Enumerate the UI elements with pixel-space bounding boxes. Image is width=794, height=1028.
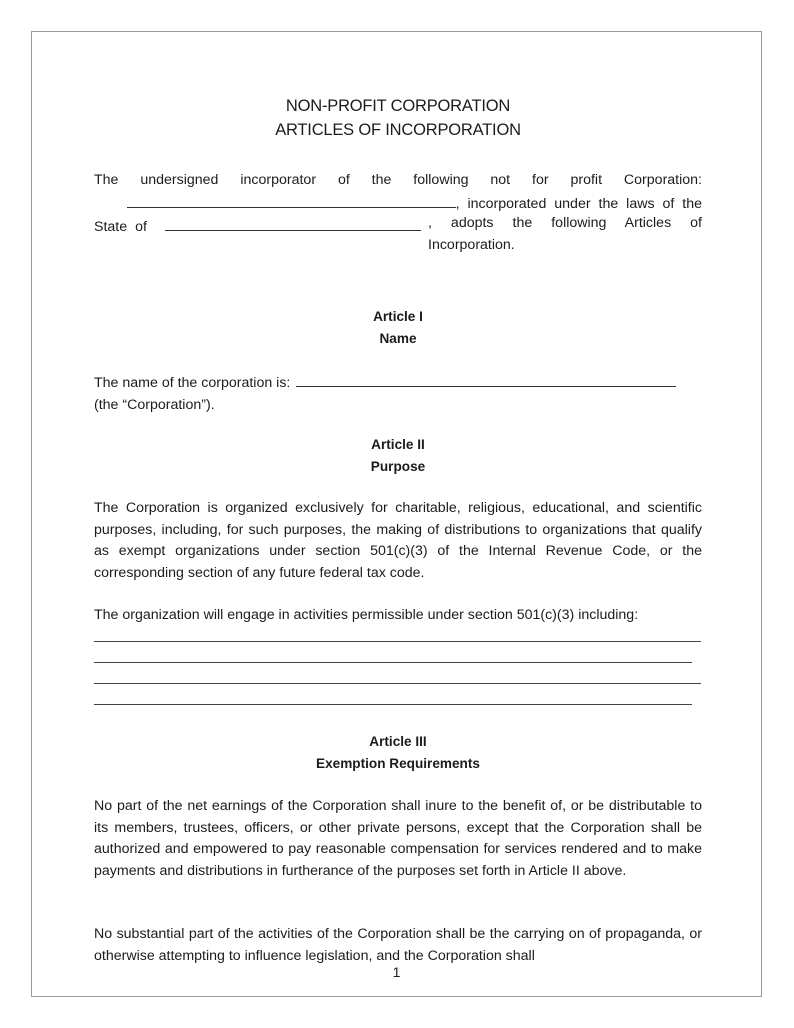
- article-3-paragraph-2: No substantial part of the activities of the Corporation shall be the carrying on of propaganda, or otherwise attempting to influence legislation, and the Corporation shall: [94, 926, 702, 964]
- article-2-name: Purpose: [370, 458, 426, 474]
- activities-lines: [94, 641, 702, 705]
- state-blank[interactable]: [165, 215, 421, 231]
- document-title: [94, 94, 702, 142]
- article-2-heading: [94, 434, 702, 477]
- page-number: 1: [392, 964, 401, 980]
- article-1-name: Name: [379, 330, 417, 346]
- article-3-paragraph-1: No part of the net earnings of the Corporation shall inure to the benefit of, or be distributable to its members, trustees, officers, or other private persons, except that the Corporation shall be authorized and empowered to pay reasonable compensation for services rendered and to make payments and distributions in furtherance of the purposes set forth in Article II above.: [94, 798, 702, 879]
- corporation-name-blank[interactable]: [127, 192, 456, 208]
- activities-line-2[interactable]: [94, 662, 692, 663]
- intro-text-3: State of: [94, 219, 147, 235]
- article-1-text-1: The name of the corporation is:: [94, 375, 291, 391]
- activities-line-4[interactable]: [94, 704, 692, 705]
- article-2-paragraph-2: The organization will engage in activities permissible under section 501(c)(3) including:: [94, 607, 639, 623]
- article-2-number: Article II: [371, 437, 425, 452]
- article-1-number: Article I: [373, 309, 423, 324]
- intro-text-4: , adopts the following Articles of Incorporation.: [428, 215, 702, 253]
- intro-text-1: The undersigned incorporator of the following not for profit Corporation:: [94, 172, 702, 188]
- article-3-number: Article III: [369, 734, 427, 749]
- intro-paragraph: [94, 170, 702, 260]
- article-1-heading: [94, 306, 702, 349]
- article-3-heading: [94, 731, 702, 774]
- article-2-paragraph-1: The Corporation is organized exclusively for charitable, religious, educational, and scientific purposes, including, for such purposes, the making of distributions to organizations that qualify as exempt organizations under section 501(c)(3) of the Internal Revenue Code, or the corresponding section of any future federal tax code.: [94, 500, 702, 581]
- corporation-name-field[interactable]: [296, 371, 676, 387]
- document-page: [31, 31, 762, 997]
- title-line-1: NON-PROFIT CORPORATION: [285, 97, 511, 115]
- intro-text-4-wrap: [428, 213, 702, 256]
- document-content: [94, 94, 702, 964]
- activities-line-3[interactable]: [94, 683, 701, 684]
- title-line-2: ARTICLES OF INCORPORATION: [275, 121, 521, 139]
- article-1-body: [94, 371, 702, 416]
- article-1-text-2: (the “Corporation”).: [94, 396, 215, 413]
- activities-line-1[interactable]: [94, 641, 701, 642]
- article-3-name: Exemption Requirements: [316, 755, 480, 771]
- intro-text-2: , incorporated under the laws of the: [455, 195, 702, 212]
